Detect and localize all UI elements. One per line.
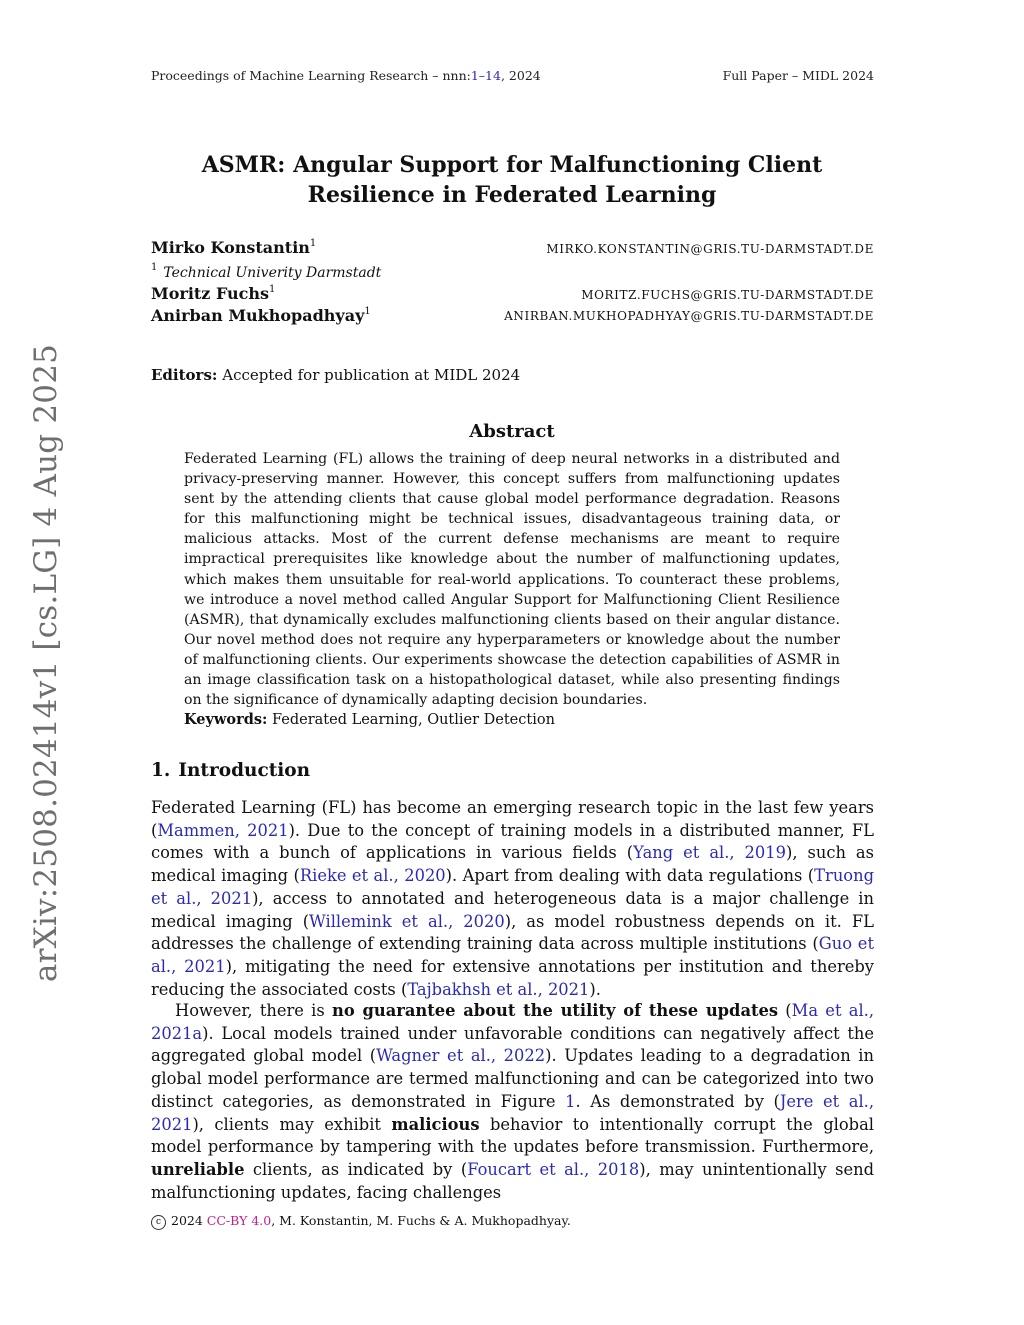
- copyright-icon: c: [151, 1215, 166, 1230]
- editors-line: Editors: Accepted for publication at MIDL 2024: [151, 366, 521, 384]
- emphasis: no guarantee about the utility of these updates: [332, 1001, 779, 1020]
- emphasis: unreliable: [151, 1159, 245, 1179]
- paper-title: ASMR: Angular Support for Malfunctioning Client Resilience in Federated Learning: [201, 152, 823, 208]
- copyright-footer: c 2024 CC-BY 4.0, M. Konstantin, M. Fuchs & A. Mukhopadhyay.: [151, 1213, 571, 1230]
- author-email[interactable]: MORITZ.FUCHS@GRIS.TU-DARMSTADT.DE: [581, 288, 874, 302]
- figure-ref-link[interactable]: 1: [565, 1091, 576, 1111]
- citation-link[interactable]: Mammen, 2021: [157, 820, 289, 840]
- citation-link[interactable]: Yang et al., 2019: [633, 843, 786, 863]
- affiliation: $^1$ Technical Univerity Darmstadt: [151, 262, 382, 281]
- author-name: Moritz Fuchs$^1$: [151, 284, 276, 303]
- author-email[interactable]: MIRKO.KONSTANTIN@GRIS.TU-DARMSTADT.DE: [546, 242, 874, 256]
- keywords-line: Keywords: Federated Learning, Outlier Detection: [184, 711, 555, 728]
- arxiv-stamp: arXiv:2508.02414v1 [cs.LG] 4 Aug 2025: [28, 343, 65, 983]
- intro-paragraph-1: Federated Learning (FL) has become an emerging research topic in the last few years (Mammen, 2021). Due to the concept of training models in a distributed manner, FL comes with a bunch of applications in various fields (Yang et al., 2019), such as medical imaging (Rieke et al., 2020). Apart from dealing with data regulations (Truong et al., 2021), access to annotated and heterogeneous data is a major challenge in medical imaging (Willemink et al., 2020), as model robustness depends on it. FL addresses the challenge of extending training data across multiple institutions (Guo et al., 2021), mitigating the need for extensive annotations per institution and thereby reducing the associated costs (Tajbakhsh et al., 2021).: [151, 798, 875, 999]
- author-name: Mirko Konstantin$^1$: [151, 238, 317, 257]
- intro-paragraph-2: However, there is no guarantee about the utility of these updates (Ma et al., 2021a). Local models trained under unfavorable conditions can negatively affect the aggregated global model (Wagner et al., 2022). Updates leading to a degradation in global model performance are termed malfunctioning and can be categorized into two distinct categories, as demonstrated in Figure 1. As demonstrated by (Jere et al., 2021), clients may exhibit malicious behavior to intentionally corrupt the global model performance by tampering with the updates before transmission. Furthermore, unreliable clients, as indicated by (Foucart et al., 2018), may unintentionally send malfunctioning updates, facing challenges: [151, 1001, 875, 1202]
- abstract-text: Federated Learning (FL) allows the training of deep neural networks in a distributed and privacy-preserving manner. However, this concept suffers from malfunctioning updates sent by the attending clients that cause global model performance degradation. Reasons for this malfunctioning might be technical issues, disadvantageous training data, or malicious attacks. Most of the current defense mechanisms are meant to require impractical prerequisites like knowledge about the number of malfunctioning updates, which makes them unsuitable for real-world applications. To counteract these problems, we introduce a novel method called Angular Support for Malfunctioning Client Resilience (ASMR), that dynamically excludes malfunctioning clients based on their angular distance. Our novel method does not require any hyperparameters or knowledge about the number of malfunctioning clients. Our experiments showcase the detection capabilities of ASMR in an image classification task on a histopathological dataset, while also presenting findings on the significance of dynamically adapting decision boundaries.: [184, 451, 840, 709]
- citation-link[interactable]: Jere et al., 2021: [151, 1091, 875, 1134]
- citation-link[interactable]: Ma et al., 2021a: [151, 1001, 875, 1043]
- page-range-link[interactable]: 1–14: [470, 68, 501, 83]
- citation-link[interactable]: Tajbakhsh et al., 2021: [407, 979, 590, 999]
- citation-link[interactable]: Wagner et al., 2022: [376, 1046, 546, 1066]
- citation-link[interactable]: Guo et al., 2021: [151, 934, 874, 976]
- emphasis: malicious: [391, 1114, 480, 1134]
- citation-link[interactable]: Rieke et al., 2020: [299, 866, 446, 886]
- running-header-right: Full Paper – MIDL 2024: [722, 68, 874, 83]
- abstract-heading: Abstract: [469, 421, 555, 442]
- author-email[interactable]: ANIRBAN.MUKHOPADHYAY@GRIS.TU-DARMSTADT.DE: [504, 309, 874, 323]
- license-link[interactable]: CC-BY 4.0: [206, 1213, 272, 1228]
- running-header-left: Proceedings of Machine Learning Research – nnn:1–14, 2024: [151, 68, 541, 83]
- citation-link[interactable]: Truong et al., 2021: [151, 866, 875, 908]
- citation-link[interactable]: Willemink et al., 2020: [309, 911, 505, 931]
- citation-link[interactable]: Foucart et al., 2018: [467, 1159, 640, 1179]
- author-name: Anirban Mukhopadhyay$^1$: [151, 306, 371, 325]
- section-heading: 1. Introduction: [151, 760, 311, 781]
